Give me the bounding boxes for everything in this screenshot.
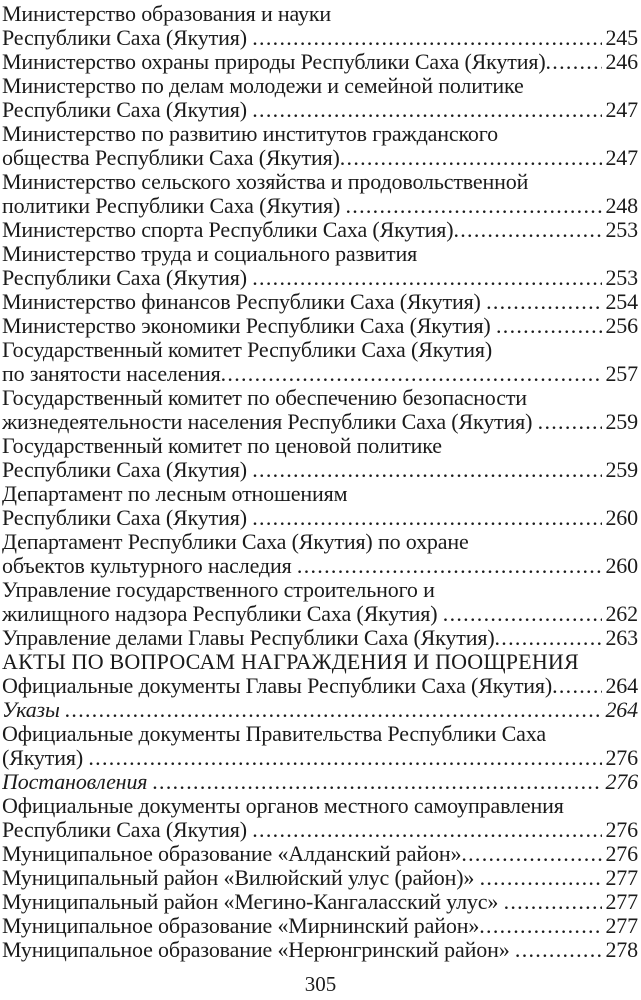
toc-line [2, 722, 638, 746]
dot-leader [546, 50, 603, 74]
toc-line [2, 410, 638, 434]
toc-line [2, 482, 638, 506]
dot-leader [538, 410, 603, 434]
toc-line [2, 554, 638, 578]
toc-line [2, 746, 638, 770]
toc-entry-text: (Якутия) [2, 746, 89, 770]
toc-line [2, 818, 638, 842]
toc-page-number: 246 [605, 50, 638, 74]
toc-line [2, 2, 638, 26]
dot-leader [252, 98, 602, 122]
dot-leader [252, 506, 602, 530]
toc-entry-text: Муниципальный район «Мегино-Кангаласский улус» [2, 890, 504, 914]
toc-page-number: 276 [605, 818, 638, 842]
toc-line [2, 506, 638, 530]
toc-entry-text: Министерство по развитию институтов гражданского [2, 122, 498, 146]
dot-leader [221, 362, 603, 386]
table-of-contents [2, 2, 638, 962]
toc-section-header [2, 650, 638, 674]
toc-entry-text: жизнедеятельности населения Республики Саха (Якутия) [2, 410, 538, 434]
toc-entry-text: Министерство сельского хозяйства и продовольственной [2, 170, 529, 194]
dot-leader [504, 890, 603, 914]
toc-page-number: 264 [605, 674, 638, 698]
toc-line [2, 842, 638, 866]
toc-entry-text: Государственный комитет по обеспечению безопасности [2, 386, 527, 410]
toc-line [2, 458, 638, 482]
toc-entry-text: Управление делами Главы Республики Саха (Якутия) [2, 626, 495, 650]
toc-entry-text: Постановления [2, 770, 153, 794]
toc-line [2, 626, 638, 650]
toc-entry-text: Министерство образования и науки [2, 2, 332, 26]
toc-page-number: 277 [605, 914, 638, 938]
toc-line [2, 242, 638, 266]
toc-page-number: 247 [605, 98, 638, 122]
toc-entry-text: Республики Саха (Якутия) [2, 506, 253, 530]
toc-page-number: 277 [605, 890, 638, 914]
toc-line [2, 698, 638, 722]
toc-page-number: 264 [605, 698, 638, 722]
toc-page-number: 262 [605, 602, 638, 626]
toc-line [2, 674, 638, 698]
toc-line [2, 770, 638, 794]
dot-leader [88, 746, 602, 770]
toc-entry-text: Департамент по лесным отношениям [2, 482, 348, 506]
toc-entry-text: Департамент Республики Саха (Якутия) по охране [2, 530, 469, 554]
toc-line [2, 194, 638, 218]
toc-entry-text: Республики Саха (Якутия) [2, 458, 253, 482]
toc-line [2, 218, 638, 242]
dot-leader [297, 554, 603, 578]
dot-leader [495, 626, 603, 650]
dot-leader [252, 818, 602, 842]
toc-line [2, 794, 638, 818]
toc-entry-text: по занятости населения [2, 362, 221, 386]
toc-line [2, 266, 638, 290]
toc-page-number: 248 [605, 194, 638, 218]
toc-entry-text: Республики Саха (Якутия) [2, 818, 253, 842]
toc-entry-text: Государственный комитет Республики Саха (Якутия) [2, 338, 493, 362]
toc-entry-text: Республики Саха (Якутия) [2, 26, 253, 50]
toc-entry-text: Республики Саха (Якутия) [2, 98, 253, 122]
page-number: 305 [304, 972, 337, 996]
dot-leader [65, 698, 602, 722]
dot-leader [252, 26, 602, 50]
toc-entry-text: Министерство по делам молодежи и семейной политике [2, 74, 524, 98]
toc-line [2, 74, 638, 98]
toc-line [2, 314, 638, 338]
toc-page-number: 259 [605, 410, 638, 434]
toc-page-number: 276 [605, 842, 638, 866]
toc-entry-text: жилищного надзора Республики Саха (Якутия) [2, 602, 443, 626]
toc-entry-text: Официальные документы Правительства Республики Саха [2, 722, 546, 746]
toc-entry-text: Государственный комитет по ценовой политике [2, 434, 442, 458]
toc-page-number: 278 [605, 938, 638, 962]
toc-line [2, 290, 638, 314]
dot-leader [479, 914, 602, 938]
dot-leader [443, 602, 603, 626]
dot-leader [461, 842, 602, 866]
toc-line [2, 26, 638, 50]
toc-page-number: 256 [605, 314, 638, 338]
dot-leader [453, 218, 602, 242]
toc-page-number: 257 [605, 362, 638, 386]
toc-entry-text: АКТЫ ПО ВОПРОСАМ НАГРАЖДЕНИЯ И ПООЩРЕНИЯ [2, 650, 579, 674]
toc-entry-text: Министерство охраны природы Республики Саха (Якутия) [2, 50, 546, 74]
toc-entry-text: Управление государственного строительного и [2, 578, 435, 602]
toc-line [2, 866, 638, 890]
toc-page-number: 277 [605, 866, 638, 890]
dot-leader [515, 938, 603, 962]
toc-line [2, 434, 638, 458]
toc-page-number: 263 [605, 626, 638, 650]
toc-entry-text: Министерство экономики Республики Саха (Якутия) [2, 314, 496, 338]
toc-entry-text: Муниципальный район «Вилюйский улус (район)» [2, 866, 480, 890]
toc-line [2, 914, 638, 938]
toc-line [2, 386, 638, 410]
toc-entry-text: Министерство труда и социального развития [2, 242, 418, 266]
toc-line [2, 602, 638, 626]
toc-entry-text: общества Республики Саха (Якутия) [2, 146, 340, 170]
toc-page-number: 276 [605, 746, 638, 770]
toc-entry-text: Муниципальное образование «Мирнинский район» [2, 914, 480, 938]
dot-leader [496, 314, 602, 338]
toc-page-number: 247 [605, 146, 638, 170]
dot-leader [252, 266, 602, 290]
page-footer [0, 972, 641, 997]
toc-page-number: 253 [605, 218, 638, 242]
dot-leader [252, 458, 602, 482]
toc-line [2, 122, 638, 146]
toc-page-number: 276 [605, 770, 638, 794]
dot-leader [480, 866, 603, 890]
dot-leader [486, 290, 602, 314]
dot-leader [153, 770, 603, 794]
toc-entry-text: Муниципальное образование «Нерюнгринский район» [2, 938, 515, 962]
dot-leader [345, 194, 602, 218]
toc-line [2, 50, 638, 74]
toc-line [2, 938, 638, 962]
toc-page-number: 253 [605, 266, 638, 290]
toc-page-number: 259 [605, 458, 638, 482]
toc-line [2, 890, 638, 914]
toc-entry-text: Указы [2, 698, 66, 722]
toc-page-number: 260 [605, 554, 638, 578]
dot-leader [552, 674, 602, 698]
toc-entry-text: Муниципальное образование «Алданский район» [2, 842, 462, 866]
toc-entry-text: Министерство финансов Республики Саха (Якутия) [2, 290, 487, 314]
toc-line [2, 98, 638, 122]
toc-page-number: 260 [605, 506, 638, 530]
toc-entry-text: Республики Саха (Якутия) [2, 266, 253, 290]
toc-line [2, 338, 638, 362]
toc-line [2, 362, 638, 386]
toc-entry-text: Министерство спорта Республики Саха (Якутия) [2, 218, 454, 242]
toc-entry-text: политики Республики Саха (Якутия) [2, 194, 346, 218]
dot-leader [340, 146, 603, 170]
toc-page-number: 254 [605, 290, 638, 314]
toc-line [2, 170, 638, 194]
toc-line [2, 530, 638, 554]
toc-entry-text: объектов культурного наследия [2, 554, 297, 578]
toc-entry-text: Официальные документы Главы Республики Саха (Якутия) [2, 674, 553, 698]
toc-entry-text: Официальные документы органов местного самоуправления [2, 794, 564, 818]
toc-line [2, 578, 638, 602]
toc-line [2, 146, 638, 170]
toc-page-number: 245 [605, 26, 638, 50]
